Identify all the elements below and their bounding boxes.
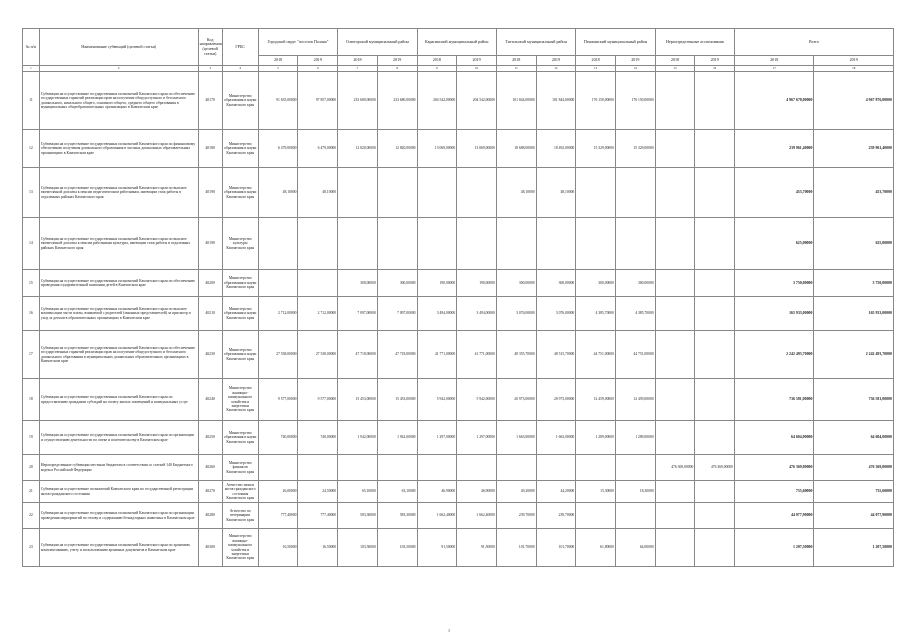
row-value: 13 069,00000 [417, 130, 457, 168]
row-value [258, 218, 298, 270]
row-value [655, 130, 695, 168]
row-value [695, 379, 735, 421]
row-name: Субвенции на осуществление государственных полномочий Камчатского края по выплате ежемесячной доплаты к пенсии работникам культуры, имеющим стаж работы в отдаленных районах Камчатского края [39, 218, 198, 270]
row-value: 239,70000 [536, 503, 576, 529]
row-value: 7 097,00000 [338, 297, 378, 331]
row-value: 6 479,00000 [298, 130, 338, 168]
header-grbs: ГРБС [222, 29, 258, 66]
column-number: 15 [655, 66, 695, 72]
row-value: 1 289,00000 [576, 421, 616, 455]
row-number: 19 [23, 421, 40, 455]
table-row [23, 421, 894, 455]
row-value: 7 097,00000 [377, 297, 417, 331]
row-value: 46,90000 [457, 481, 497, 503]
column-number: 4 [222, 66, 258, 72]
row-name: Субвенции на осуществление государственных полномочий Камчатского края по организации проведения мероприятий по отлову и содержанию безнадзорных животных в Камчатском крае [39, 503, 198, 529]
row-total-value: 476 369,00000 [735, 455, 814, 481]
row-value [655, 529, 695, 567]
row-value: 46,90000 [417, 481, 457, 503]
row-value: 4 385,70000 [615, 297, 655, 331]
table-row [23, 503, 894, 529]
row-value: 12 459,00000 [576, 379, 616, 421]
row-total-value: 2 242 493,70000 [814, 331, 894, 379]
column-number: 18 [814, 66, 894, 72]
row-total-value: 2 242 493,70000 [735, 331, 814, 379]
row-value: 18,30000 [615, 481, 655, 503]
page-number: 1 [448, 628, 450, 633]
row-name: Субвенции на осуществление государственных полномочий Камчатского края по выплате компенсации части платы, взимаемой с родителей (законных представителей) за присмотр и уход за детьми в образовательных организациях в Камчатском крае [39, 297, 198, 331]
row-value [655, 218, 695, 270]
row-name: Субвенции на осуществление государственных полномочий Камчатского края по хранению, комплектованию, учету и использованию архивных документов в Камчатском крае [39, 529, 198, 567]
row-value: 97 857,00000 [298, 72, 338, 130]
row-value [298, 218, 338, 270]
row-code: 40280 [198, 503, 222, 529]
row-value [457, 168, 497, 218]
column-number: 1 [23, 66, 40, 72]
row-value [695, 297, 735, 331]
row-value: 12 459,00000 [615, 379, 655, 421]
row-value: 300,00000 [615, 270, 655, 297]
row-value [377, 168, 417, 218]
row-total-value: 1 207,50000 [814, 529, 894, 567]
row-value [655, 168, 695, 218]
row-total-value: 736 581,00000 [735, 379, 814, 421]
row-number: 18 [23, 379, 40, 421]
row-value [655, 481, 695, 503]
row-value [695, 529, 735, 567]
row-grbs: Министерство образования и науки Камчатского края [222, 270, 258, 297]
row-value: 239,70000 [496, 503, 536, 529]
row-value: 91 635,00000 [258, 72, 298, 130]
row-number: 13 [23, 168, 40, 218]
column-number: 10 [457, 66, 497, 72]
table-row [23, 130, 894, 168]
header-group: Олюторский муниципальный район [338, 29, 417, 56]
row-value [695, 130, 735, 168]
row-number: 22 [23, 503, 40, 529]
row-value [695, 168, 735, 218]
row-value: 4 385,70000 [576, 297, 616, 331]
column-number: 16 [695, 66, 735, 72]
row-total-value: 1 207,50000 [735, 529, 814, 567]
table-row [23, 168, 894, 218]
row-number: 21 [23, 481, 40, 503]
row-code: 40210 [198, 297, 222, 331]
row-value: 204 542,00000 [457, 72, 497, 130]
column-number: 3 [198, 66, 222, 72]
row-value: 49,20000 [496, 481, 536, 503]
row-value: 1 663,00000 [496, 421, 536, 455]
table-row [23, 331, 894, 379]
header-group-total: Всего [735, 29, 894, 56]
row-code: 40270 [198, 481, 222, 503]
row-value: 300,00000 [536, 270, 576, 297]
row-value: 47 718,00000 [338, 331, 378, 379]
row-value [655, 503, 695, 529]
row-value: 24,50000 [298, 481, 338, 503]
row-value [655, 72, 695, 130]
row-value [338, 455, 378, 481]
row-value: 18 688,00000 [496, 130, 536, 168]
header-group: Тигильский муниципальный район [496, 29, 575, 56]
row-value [417, 168, 457, 218]
row-value: 204 542,00000 [417, 72, 457, 130]
row-value: 300,00000 [377, 270, 417, 297]
row-value: 777,40000 [258, 503, 298, 529]
row-name: Субвенции на осуществление государственных полномочий Камчатского края по обеспечению проведения оздоровительной кампании детей в Камчатском крае [39, 270, 198, 297]
row-name: Субвенции на осуществление государственных полномочий Камчатского края по финансовому обеспечению получения дошкольного образования в частных дошкольных образовательных организациях в Камчатском крае [39, 130, 198, 168]
table-header [23, 29, 894, 72]
row-value: 91,50000 [417, 529, 457, 567]
row-total-value: 239 961,40000 [735, 130, 814, 168]
row-name: Субвенции на осуществление государственных полномочий Камчатского края по обеспечению государственных гарантий реализации прав на получение общедоступного и бесплатного дошкольного образования в муниципальных дошкольных образовательных организациях в Камчатском крае [39, 331, 198, 379]
column-number: 13 [576, 66, 616, 72]
row-value: 27 538,00000 [298, 331, 338, 379]
row-value: 64,00000 [615, 529, 655, 567]
row-total-value: 735,60000 [735, 481, 814, 503]
row-value: 13 069,00000 [457, 130, 497, 168]
header-code: Код направления (целевой статьи) [198, 29, 222, 66]
row-value [695, 331, 735, 379]
row-value: 20 973,00000 [536, 379, 576, 421]
column-number: 8 [377, 66, 417, 72]
row-value: 15 453,00000 [338, 379, 378, 421]
table-row [23, 218, 894, 270]
row-value [695, 481, 735, 503]
row-code: 40180 [198, 130, 222, 168]
row-value: 583,30000 [338, 503, 378, 529]
row-code: 40190 [198, 218, 222, 270]
row-value [576, 455, 616, 481]
row-value: 101 844,00000 [496, 72, 536, 130]
row-value: 6 479,00000 [258, 130, 298, 168]
row-grbs: Министерство образования и науки Камчатского края [222, 331, 258, 379]
header-year: 2019 [536, 56, 576, 66]
row-value: 3 076,00000 [496, 297, 536, 331]
row-total-value: 4 967 678,00000 [735, 72, 814, 130]
row-value: 63,10000 [377, 481, 417, 503]
row-value [576, 218, 616, 270]
row-value [298, 270, 338, 297]
row-grbs: Министерство образования и науки Камчатского края [222, 421, 258, 455]
row-number: 11 [23, 72, 40, 130]
header-group: Нераспределенные ассигнования [655, 29, 734, 56]
row-value: 740,00000 [298, 421, 338, 455]
row-value: 1 297,00000 [457, 421, 497, 455]
row-value: 1 662,40000 [457, 503, 497, 529]
table-body [23, 72, 894, 567]
row-value: 41 771,00000 [457, 331, 497, 379]
row-total-value: 3 750,00000 [735, 270, 814, 297]
header-year: 2019 [615, 56, 655, 66]
row-value: 101,70000 [536, 529, 576, 567]
header-year: 2018 [735, 56, 814, 66]
row-value [377, 455, 417, 481]
header-group: Карагинский муниципальный район [417, 29, 496, 56]
document-sheet [22, 28, 894, 602]
row-code: 40200 [198, 270, 222, 297]
column-number: 2 [39, 66, 198, 72]
row-number: 20 [23, 455, 40, 481]
row-value [417, 218, 457, 270]
row-value [298, 455, 338, 481]
row-value: 740,00000 [258, 421, 298, 455]
row-value: 5 942,00000 [457, 379, 497, 421]
row-value: 65,10000 [338, 481, 378, 503]
row-value [655, 421, 695, 455]
table-row [23, 379, 894, 421]
row-value [496, 455, 536, 481]
row-grbs: Министерство образования и науки Камчатского края [222, 297, 258, 331]
row-value: 2 712,00000 [258, 297, 298, 331]
row-value: 476 369,00000 [655, 455, 695, 481]
row-total-value: 735,60000 [814, 481, 894, 503]
row-number: 14 [23, 218, 40, 270]
row-value: 300,00000 [576, 270, 616, 297]
row-grbs: Министерство образования и науки Камчатского края [222, 130, 258, 168]
row-value: 9 577,00000 [298, 379, 338, 421]
row-value [615, 218, 655, 270]
row-number: 16 [23, 297, 40, 331]
row-grbs: Министерство жилищно-коммунального хозяйства и энергетики Камчатского края [222, 379, 258, 421]
row-value: 15 329,00000 [576, 130, 616, 168]
table-row [23, 529, 894, 567]
column-number: 12 [536, 66, 576, 72]
row-value: 18 492,00000 [536, 130, 576, 168]
row-value [655, 379, 695, 421]
column-number: 17 [735, 66, 814, 72]
row-code: 40190 [198, 168, 222, 218]
header-year: 2019 [695, 56, 735, 66]
row-value: 300,00000 [496, 270, 536, 297]
row-code: 40170 [198, 72, 222, 130]
row-code: 40250 [198, 421, 222, 455]
row-value: 3 076,00000 [536, 297, 576, 331]
row-value [615, 503, 655, 529]
column-number: 5 [258, 66, 298, 72]
row-name: Субвенции на осуществление государственных полномочий Камчатского края по выплате ежемесячной доплаты к пенсии педагогическим работникам, имеющим стаж работы в отдаленных районах Камчатского края [39, 168, 198, 218]
row-value [377, 218, 417, 270]
row-value [496, 218, 536, 270]
row-value: 583,30000 [377, 503, 417, 529]
row-total-value: 3 750,00000 [814, 270, 894, 297]
row-value [655, 270, 695, 297]
row-name: Субвенции на осуществление государственных полномочий Камчатского края по предоставлению гражданам субсидий на оплату жилых помещений и коммунальных услуг [39, 379, 198, 421]
row-value: 777,40000 [298, 503, 338, 529]
row-value: 61,80000 [576, 529, 616, 567]
row-value: 44 751,00000 [576, 331, 616, 379]
row-number: 17 [23, 331, 40, 379]
row-value [338, 218, 378, 270]
row-total-value: 64 604,00000 [735, 421, 814, 455]
row-code: 40260 [198, 455, 222, 481]
row-value: 1 662,40000 [417, 503, 457, 529]
row-value: 15 329,00000 [615, 130, 655, 168]
row-value [655, 331, 695, 379]
row-value: 2 712,00000 [298, 297, 338, 331]
row-value: 48,10000 [496, 168, 536, 218]
column-number: 6 [298, 66, 338, 72]
row-total-value: 165 933,00000 [814, 297, 894, 331]
row-value [258, 270, 298, 297]
row-total-value: 64 604,00000 [814, 421, 894, 455]
row-value [457, 455, 497, 481]
row-value: 176 150,00000 [576, 72, 616, 130]
row-total-value: 239 961,40000 [814, 130, 894, 168]
row-value: 16,50000 [258, 529, 298, 567]
row-total-value: 625,00000 [735, 218, 814, 270]
table-row [23, 72, 894, 130]
row-value [417, 455, 457, 481]
row-grbs: Министерство образования и науки Камчатского края [222, 168, 258, 218]
row-code: 40300 [198, 529, 222, 567]
row-total-value: 44 077,90000 [814, 503, 894, 529]
row-value: 16,50000 [298, 529, 338, 567]
header-year: 2018 [417, 56, 457, 66]
row-value: 5 942,00000 [417, 379, 457, 421]
row-value: 26,00000 [258, 481, 298, 503]
row-value: 12 820,00000 [338, 130, 378, 168]
row-value: 9 577,00000 [258, 379, 298, 421]
row-value: 48,10000 [258, 168, 298, 218]
row-value: 233 680,00000 [377, 72, 417, 130]
row-grbs: Министерство финансов Камчатского края [222, 455, 258, 481]
header-year: 2018 [496, 56, 536, 66]
row-value: 1 942,00000 [338, 421, 378, 455]
row-name: Субвенции на осуществление государственных полномочий Камчатского края по обеспечению государственных гарантий реализации прав на получение общедоступного и бесплатного дошкольного, начального общего, основного общего, среднего общего образования в муниципальных общеобразовательных организациях в Камчатском крае [39, 72, 198, 130]
column-number: 11 [496, 66, 536, 72]
row-value [655, 297, 695, 331]
row-value: 47 718,00000 [377, 331, 417, 379]
row-value [695, 72, 735, 130]
row-value: 476 369,00000 [695, 455, 735, 481]
row-number: 12 [23, 130, 40, 168]
row-value [695, 270, 735, 297]
column-number: 14 [615, 66, 655, 72]
row-number: 15 [23, 270, 40, 297]
row-name: Субвенции на осуществление полномочий Камчатского края по государственной регистрации актов гражданского состояния [39, 481, 198, 503]
row-value: 1 942,00000 [377, 421, 417, 455]
table-row [23, 455, 894, 481]
row-value: 44,20000 [536, 481, 576, 503]
row-grbs: Министерство культуры Камчатского края [222, 218, 258, 270]
row-total-value: 476 369,00000 [814, 455, 894, 481]
row-value: 1 289,00000 [615, 421, 655, 455]
header-year: 2018 [258, 56, 298, 66]
row-value [576, 168, 616, 218]
row-value: 15,30000 [576, 481, 616, 503]
row-grbs: Министерство образования и науки Камчатского края [222, 72, 258, 130]
header-year: 2019 [457, 56, 497, 66]
row-value: 48 515,70000 [536, 331, 576, 379]
row-code: 40230 [198, 331, 222, 379]
row-value [615, 168, 655, 218]
table-row [23, 297, 894, 331]
row-value: 15 453,00000 [377, 379, 417, 421]
row-value [615, 455, 655, 481]
column-number: 9 [417, 66, 457, 72]
row-value: 103,50000 [338, 529, 378, 567]
header-year: 2018 [655, 56, 695, 66]
row-value: 48 355,70000 [496, 331, 536, 379]
row-code: 40240 [198, 379, 222, 421]
row-value: 190,00000 [417, 270, 457, 297]
row-total-value: 453,70000 [814, 168, 894, 218]
row-grbs: Агентство записи актов гражданского состояния Камчатского края [222, 481, 258, 503]
table-row [23, 481, 894, 503]
row-grbs: Министерство жилищно-коммунального хозяйства и энергетики Камчатского края [222, 529, 258, 567]
row-value: 41 771,00000 [417, 331, 457, 379]
row-value: 101 844,00000 [536, 72, 576, 130]
row-value: 190,00000 [457, 270, 497, 297]
row-value: 48,10000 [298, 168, 338, 218]
header-group: Городской округ "поселок Палана" [258, 29, 337, 56]
row-value: 3 494,00000 [457, 297, 497, 331]
row-value: 176 150,00000 [615, 72, 655, 130]
row-grbs: Агентство по ветеринарии Камчатского края [222, 503, 258, 529]
row-value [258, 455, 298, 481]
column-number: 7 [338, 66, 378, 72]
row-value: 103,50000 [377, 529, 417, 567]
row-value: 20 973,00000 [496, 379, 536, 421]
row-value [695, 218, 735, 270]
row-name: Субвенции на осуществление государственных полномочий Камчатского края по организации и осуществлению деятельности по опеке и попечительству в Камчатском крае [39, 421, 198, 455]
row-value [457, 218, 497, 270]
row-value [536, 218, 576, 270]
row-total-value: 44 077,90000 [735, 503, 814, 529]
row-value: 12 820,00000 [377, 130, 417, 168]
header-no: № п/п [23, 29, 40, 66]
subventions-table [22, 28, 894, 567]
row-value [536, 455, 576, 481]
header-name: Наименование субвенций (целевой статьи) [39, 29, 198, 66]
row-total-value: 625,00000 [814, 218, 894, 270]
row-total-value: 4 967 876,00000 [814, 72, 894, 130]
row-value: 1 663,00000 [536, 421, 576, 455]
row-value [695, 503, 735, 529]
row-number: 23 [23, 529, 40, 567]
row-value: 233 680,00000 [338, 72, 378, 130]
row-value: 300,00000 [338, 270, 378, 297]
header-year: 2019 [298, 56, 338, 66]
row-total-value: 453,70000 [735, 168, 814, 218]
row-value: 48,10000 [536, 168, 576, 218]
row-value: 1 297,00000 [417, 421, 457, 455]
row-value: 101,70000 [496, 529, 536, 567]
header-year: 2019 [814, 56, 894, 66]
header-year: 2018 [338, 56, 378, 66]
header-year: 2018 [576, 56, 616, 66]
row-value [576, 503, 616, 529]
row-total-value: 165 933,00000 [735, 297, 814, 331]
row-value: 91,50000 [457, 529, 497, 567]
row-value: 44 751,00000 [615, 331, 655, 379]
row-value: 3 494,00000 [417, 297, 457, 331]
row-total-value: 736 581,00000 [814, 379, 894, 421]
row-value [338, 168, 378, 218]
row-value: 27 538,00000 [258, 331, 298, 379]
row-value [695, 421, 735, 455]
table-row [23, 270, 894, 297]
row-name: Нераспределенные субвенции местным бюджетам в соответствии со статьей 140 Бюджетного кодекса Российской Федерации [39, 455, 198, 481]
header-year: 2019 [377, 56, 417, 66]
header-group: Пенжинский муниципальный район [576, 29, 655, 56]
